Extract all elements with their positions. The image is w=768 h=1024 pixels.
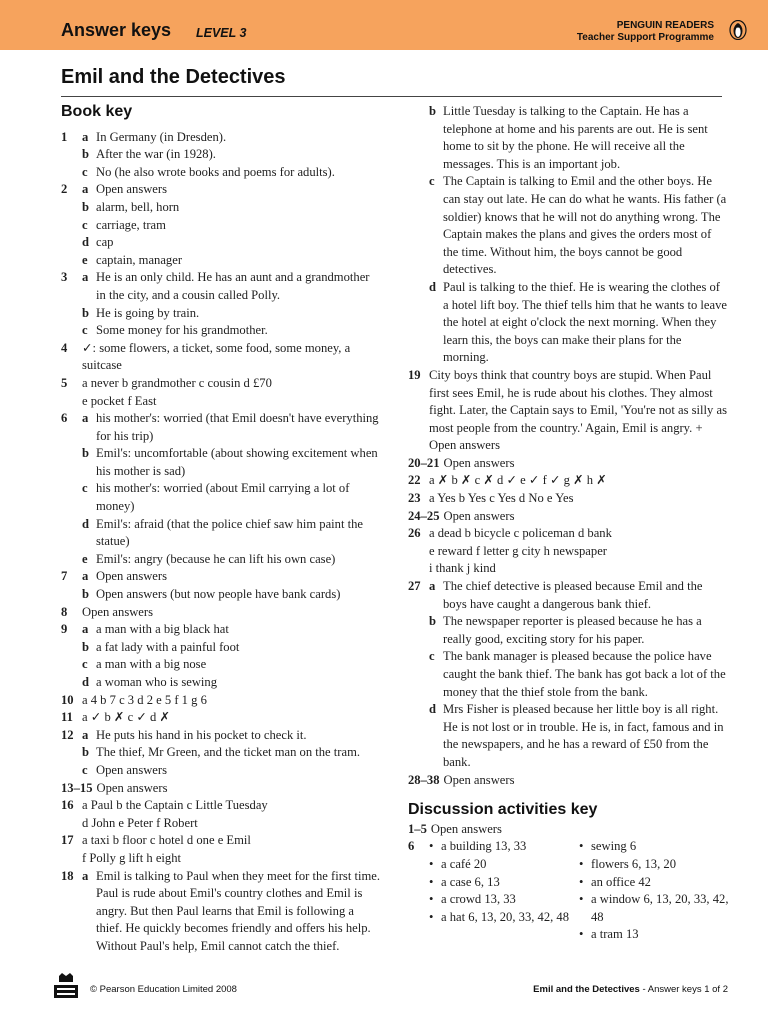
answer-text: Emil's: angry (because he can lift his own case) — [96, 551, 336, 566]
list-item: sewing 6 — [591, 839, 637, 854]
answer-text: a Paul b the Captain c Little Tuesday — [82, 798, 268, 813]
answer-text: a dead b bicycle c policeman d bank — [429, 526, 612, 541]
copyright-text: Pearson Education Limited 2008 — [99, 984, 237, 995]
answer-text: No (he also wrote books and poems for adults). — [96, 164, 335, 179]
header-bar — [0, 0, 768, 50]
q-number: 13–15 — [61, 780, 93, 795]
q-number: 1 — [61, 129, 68, 144]
left-column — [61, 103, 381, 956]
answer-text: Emil's: uncomfortable (about showing excitement when his mother is sad) — [96, 446, 378, 478]
answer-18d: d Paul is talking to the thief. He is wearing the clothes of a hotel lift boy. The thief tells him that he wants to leave the hotel at eight o'clock the next morning. When they learn this, the boys can make their plans for the morning. — [408, 279, 728, 367]
answer-17 — [61, 832, 381, 867]
answer-4 — [61, 340, 381, 375]
answer-24-25 — [408, 508, 728, 526]
answer-16 — [61, 797, 381, 832]
book-key-heading: Book key — [61, 103, 133, 120]
brand-line-2: Teacher Support Programme — [576, 32, 714, 43]
answer-text: City boys think that country boys are stupid. When Paul first sees Emil, he is rude about his clothes. They almost fight. Later, the Captain says to Emil, 'You're not as silly as most people from the country.' Again, Emil is angry. + Open answers — [429, 367, 727, 453]
list-item: a crowd 13, 33 — [441, 892, 516, 907]
header-level: LEVEL 3 — [196, 26, 247, 40]
pearson-longman-logo-icon — [52, 968, 80, 1000]
answer-text: d John e Peter f Robert — [82, 815, 198, 830]
q-number: 22 — [408, 473, 421, 488]
q-number: 26 — [408, 526, 421, 541]
answer-text: a ✗ b ✗ c ✗ d ✓ e ✓ f ✓ g ✗ h ✗ — [429, 473, 607, 488]
list-item: a hat 6, 13, 20, 33, 42, 48 — [441, 909, 570, 924]
q-number: 4 — [61, 340, 68, 355]
q-number: 11 — [61, 710, 73, 725]
list-item: a building 13, 33 — [441, 839, 527, 854]
discussion-heading: Discussion activities key — [408, 801, 598, 819]
answer-1: 1 a In Germany (in Dresden). b After the war (in 1928). c No (he also wrote books and poems for adults). — [61, 129, 381, 182]
q-number: 23 — [408, 491, 421, 506]
answer-text: Emil is talking to Paul when they meet for the first time. Paul is rude about Emil's country clothes and Emil is angry. But then Paul learns that Emil is following a thief. He quickly becomes friendly and offers his help. Without Paul's help, Emil cannot catch the thief. — [96, 868, 381, 953]
answer-text: a man with a big nose — [96, 657, 207, 672]
list-item: flowers 6, 13, 20 — [591, 856, 676, 871]
answer-text: Open answers — [96, 182, 167, 197]
q-number: 8 — [61, 604, 68, 619]
answer-18c: c The Captain is talking to Emil and the other boys. He can stay out late. He can do what he wants. His father (a soldier) knows that he will not do anything wrong. The Captain makes the plans and gives the orders most of the time. Without him, the boys cannot be good detectives. — [408, 173, 728, 279]
list-item: a tram 13 — [591, 927, 639, 942]
answer-22 — [408, 472, 728, 490]
q-number: 24–25 — [408, 508, 440, 523]
q-number: 28–38 — [408, 772, 440, 787]
answer-text: a 4 b 7 c 3 d 2 e 5 f 1 g 6 — [82, 692, 207, 707]
answer-text: Open answers (but now people have bank cards) — [96, 587, 341, 602]
answer-12: 12 a He puts his hand in his pocket to check it. b The thief, Mr Green, and the ticket man on the tram. c Open answers — [61, 727, 381, 780]
answer-20-21 — [408, 455, 728, 473]
answer-text: He is an only child. He has an aunt and a grandmother in the city, and a cousin called Polly. — [96, 270, 370, 302]
answer-text: Open answers — [96, 762, 167, 777]
answer-10 — [61, 692, 381, 710]
q-number: 10 — [61, 692, 74, 707]
answer-text: After the war (in 1928). — [96, 147, 216, 162]
answer-text: In Germany (in Dresden). — [96, 129, 227, 144]
answer-27: 27 a The chief detective is pleased because Emil and the boys have caught a dangerous bank thief. b The newspaper reporter is pleased because he has a really good, exciting story for his paper. c The bank manager is pleased because the police have caught the bank thief. The bank has got back a lot of the money that the thief stole from the bank. d Mrs Fisher is pleased because her little boy is all right. He is not lost or in trouble. He is, in fact, famous and in the newspapers, and he has a reward of £50 from the bank. — [408, 578, 728, 772]
answer-text: The thief, Mr Green, and the ticket man on the tram. — [96, 745, 361, 760]
answer-text: Open answers — [96, 569, 167, 584]
answer-text: Little Tuesday is talking to the Captain. He has a telephone at home and his parents are out. He is sent home to sit by the phone. He will receive all the messages. This is an important job. — [443, 104, 708, 171]
q-number: 19 — [408, 367, 421, 382]
q-number: 7 — [61, 569, 68, 584]
footer-page-info — [533, 984, 728, 995]
answer-text: Open answers — [96, 780, 168, 795]
answer-6: 6 a his mother's: worried (that Emil doesn't have everything for his trip) b Emil's: uncomfortable (about showing excitement when his mother is sad) c his mother's: worried (about Emil carrying a lot of money) d Emil's: afraid (that the police chief saw him paint the statue) e Emil's: angry (because he can lift his own case) — [61, 410, 381, 568]
q-number: 2 — [61, 182, 68, 197]
q-number: 6 — [408, 839, 415, 854]
answer-11 — [61, 709, 381, 727]
book-title: Emil and the Detectives — [61, 66, 286, 88]
list-item: a café 20 — [441, 856, 487, 871]
answer-text: Paul is talking to the thief. He is wearing the clothes of a hotel lift boy. The thief tells him that he wants to leave the hotel at eight o'clock the next morning. When they learn this, the boys can make their plans for the morning. — [443, 279, 727, 365]
discussion-open — [408, 821, 728, 839]
q-number: 9 — [61, 622, 68, 637]
discussion-6 — [408, 838, 728, 944]
q-number: 27 — [408, 579, 421, 594]
answer-19 — [408, 367, 728, 455]
answer-28-38 — [408, 772, 728, 790]
q-number: 20–21 — [408, 455, 440, 470]
answer-text: The chief detective is pleased because Emil and the boys have caught a dangerous bank thief. — [443, 579, 703, 611]
title-divider — [61, 96, 722, 97]
header-title: Answer keys — [61, 20, 172, 40]
answer-3: 3 a He is an only child. He has an aunt and a grandmother in the city, and a cousin called Polly. b He is going by train. c Some money for his grandmother. — [61, 269, 381, 339]
answer-text: a ✓ b ✗ c ✓ d ✗ — [82, 710, 171, 725]
answer-text: Emil's: afraid (that the police chief saw him paint the statue) — [96, 516, 364, 549]
answer-18: 18 a Emil is talking to Paul when they meet for the first time. Paul is rude about Emil's country clothes and Emil is angry. But then Paul learns that Emil is following a thief. He quickly becomes friendly and offers his help. Without Paul's help, Emil cannot catch the thief. — [61, 868, 381, 956]
answer-26 — [408, 525, 728, 578]
answer-text: a never b grandmother c cousin d £70 — [82, 375, 272, 390]
answer-text: a Yes b Yes c Yes d No e Yes — [429, 491, 574, 506]
answer-text: e pocket f East — [82, 393, 157, 408]
answer-text: Open answers — [443, 508, 515, 523]
answer-2: 2 a Open answers b alarm, bell, horn c carriage, tram d cap e captain, manager — [61, 181, 381, 269]
q-number: 17 — [61, 833, 74, 848]
answer-23 — [408, 490, 728, 508]
answer-text: a woman who is sewing — [96, 675, 218, 689]
answer-text: captain, manager — [96, 252, 183, 267]
answer-13-15 — [61, 780, 381, 798]
answer-text: his mother's: worried (about Emil carrying a lot of money) — [96, 481, 350, 514]
answer-5 — [61, 375, 381, 410]
answer-text: Mrs Fisher is pleased because her little boy is all right. He is not lost or in trouble. He is, in fact, famous and in the newspapers, and he has a reward of £50 from the bank. — [443, 702, 724, 769]
answer-7: 7 a Open answers b Open answers (but now people have bank cards) — [61, 568, 381, 603]
answer-text: He puts his hand in his pocket to check it. — [96, 727, 307, 742]
answer-text: a fat lady with a painful foot — [96, 639, 240, 654]
answer-18b: b Little Tuesday is talking to the Captain. He has a telephone at home and his parents are out. He is sent home to sit by the phone. He will receive all the messages. This is an important job. — [408, 103, 728, 173]
q-number: 16 — [61, 798, 74, 813]
answer-text: carriage, tram — [96, 217, 166, 232]
answer-text: cap — [96, 235, 114, 250]
brand-line-1: PENGUIN READERS — [616, 20, 714, 31]
answer-text: Open answers — [443, 772, 515, 787]
answer-text: a man with a big black hat — [96, 622, 229, 637]
footer-book-title: Emil and the Detectives — [533, 984, 640, 995]
answer-8 — [61, 604, 381, 622]
answer-text: a taxi b floor c hotel d one e Emil — [82, 833, 251, 848]
answer-text: The newspaper reporter is pleased because he has a really good, exciting story for his paper. — [443, 614, 702, 646]
answer-text: The Captain is talking to Emil and the other boys. He can stay out late. He can do what he wants. His father (a soldier) knows that he will not do anything wrong. The Captain makes the plans and gives the orders most of the time. Without him, the boys cannot be good detectives. — [443, 174, 727, 277]
footer-copyright: © Pearson Education Limited 2008 — [90, 984, 237, 995]
answer-text: ✓: some flowers, a ticket, some food, some money, a suitcase — [82, 340, 351, 373]
header-brand — [577, 20, 714, 44]
q-number: 6 — [61, 411, 68, 426]
q-number: 18 — [61, 868, 74, 883]
answer-text: Open answers — [430, 821, 502, 836]
answer-9: 9 a a man with a big black hat b a fat lady with a painful foot c a man with a big nose d a woman who is sewing — [61, 621, 381, 691]
list-item: a case 6, 13 — [441, 874, 500, 889]
answer-text: The bank manager is pleased because the police have caught the bank thief. The bank has got back a lot of the money that the thief stole from the bank. — [443, 649, 726, 699]
penguin-icon — [729, 20, 747, 40]
q-number: 3 — [61, 270, 68, 285]
answer-text: i thank j kind — [429, 561, 496, 576]
answer-text: e reward f letter g city h newspaper — [429, 543, 607, 558]
discussion-list-right: • sewing 6 • flowers 6, 13, 20 • an office 42 • a window 6, 13, 20, 33, 42, 48 • a tram 13 — [579, 838, 739, 944]
footer-page-text: - Answer keys 1 of 2 — [639, 984, 728, 995]
q-number: 12 — [61, 727, 74, 742]
right-column — [408, 103, 728, 944]
answer-text: his mother's: worried (that Emil doesn't have everything for his trip) — [96, 411, 379, 443]
answer-text: Open answers — [443, 455, 515, 470]
answer-text: alarm, bell, horn — [96, 199, 180, 214]
answer-text: Some money for his grandmother. — [96, 323, 268, 338]
answer-text: Open answers — [82, 604, 153, 619]
list-item: a window 6, 13, 20, 33, 42, 48 — [591, 892, 729, 924]
list-item: an office 42 — [591, 874, 651, 889]
q-number: 5 — [61, 375, 68, 390]
answer-text: He is going by train. — [96, 305, 200, 320]
discussion-list-left: • a building 13, 33 • a café 20 • a case 6, 13 • a crowd 13, 33 • a hat 6, 13, 20, 33, 42, 48 — [429, 838, 579, 944]
q-number: 1–5 — [408, 821, 427, 836]
answer-text: f Polly g lift h eight — [82, 850, 181, 865]
